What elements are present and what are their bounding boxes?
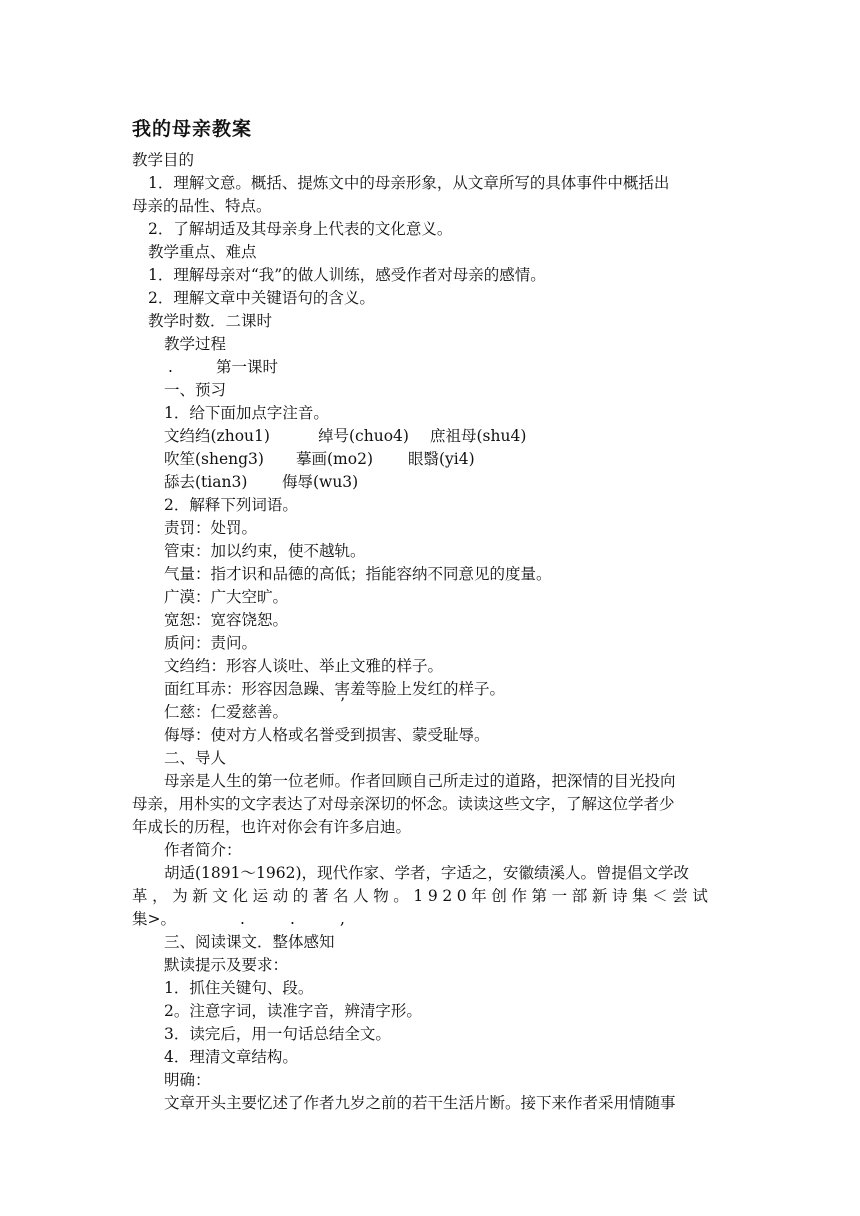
paragraph-line: 年成长的历程，也许对你会有许多启迪。	[132, 818, 412, 836]
paragraph-line: 母亲是人生的第一位老师。作者回顾自己所走过的道路，把深情的目光投向	[164, 772, 676, 790]
text-line: 明确：	[164, 1071, 211, 1089]
definition-item: 仁慈：仁爱慈善。	[164, 703, 289, 721]
text-line: 1．给下面加点字注音。	[164, 404, 329, 422]
section-heading-reading: 三、阅读课文．整体感知	[164, 933, 335, 951]
pinyin-item: 绰号(chuo4)	[318, 427, 409, 445]
definition-item: 广漠：广大空旷。	[164, 588, 289, 606]
section-heading-process: 教学过程	[164, 335, 227, 353]
definition-item: 责罚：处罚。	[164, 519, 258, 537]
pinyin-item: 侮辱(wu3)	[282, 473, 359, 491]
text-line: 2．理解文章中关键语句的含义。	[148, 289, 375, 307]
definition-item: 质问：责问。	[164, 634, 258, 652]
text-line: 母亲的品性、特点。	[132, 197, 272, 215]
text-line: 1．理解母亲对“我”的做人训练，感受作者对母亲的感情。	[148, 266, 546, 284]
list-item: 4．理清文章结构。	[164, 1048, 298, 1066]
paragraph-line: 胡适(1891～1962)，现代作家、学者，字适之，安徽绩溪人。曾提倡文学改	[164, 864, 689, 882]
definition-item: 侮辱：使对方人格或名誉受到损害、蒙受耻辱。	[164, 726, 490, 744]
pinyin-item: 庶祖母(shu4)	[430, 427, 527, 445]
stray-mark: .	[290, 910, 295, 928]
section-heading-objectives: 教学目的	[132, 151, 195, 169]
text-line: 2．了解胡适及其母亲身上代表的文化意义。	[148, 220, 453, 238]
list-item: 2。注意字词，读准字音，辨清字形。	[164, 1002, 422, 1020]
section-heading-author: 作者简介：	[164, 841, 242, 859]
pinyin-item: 文绉绉(zhou1)	[164, 427, 270, 445]
definition-item: 文绉绉：形容人谈吐、举止文雅的样子。	[164, 657, 444, 675]
section-heading-preview: 一、预习	[164, 381, 227, 399]
paragraph-line: 文章开头主要忆述了作者九岁之前的若干生活片断。接下来作者采用情随事	[164, 1094, 676, 1112]
section-heading-key-points: 教学重点、难点	[148, 243, 257, 261]
stray-mark: ’	[340, 695, 345, 713]
paragraph-line: 集>。	[132, 910, 176, 928]
text-line: 教学时数．二课时	[148, 312, 273, 330]
pinyin-item: 眼翳(yi4)	[408, 450, 475, 468]
stray-mark: .	[240, 910, 245, 928]
pinyin-item: 吹笙(sheng3)	[164, 450, 264, 468]
lesson-heading: 第一课时	[216, 358, 279, 376]
list-item: 1．抓住关键句、段。	[164, 979, 314, 997]
section-heading-intro: 二、导人	[164, 749, 227, 767]
pinyin-item: 舔去(tian3)	[164, 473, 248, 491]
text-line: 默读提示及要求：	[164, 956, 289, 974]
definition-item: 宽恕：宽容饶恕。	[164, 611, 289, 629]
paragraph-line: 母亲，用朴实的文字表达了对母亲深切的怀念。读读这些文字，了解这位学者少	[132, 795, 675, 813]
text-line: 2．解释下列词语。	[164, 496, 298, 514]
definition-item: 气量：指才识和品德的高低；指能容纳不同意见的度量。	[164, 565, 552, 583]
document-title: 我的母亲教案	[132, 118, 253, 140]
definition-item: 管束：加以约束，使不越轨。	[164, 542, 366, 560]
definition-item: 面红耳赤：形容因急躁、害羞等脸上发红的样子。	[164, 680, 506, 698]
text-line: 1．理解文意。概括、提炼文中的母亲形象，从文章所写的具体事件中概括出	[148, 174, 670, 192]
list-item: 3．读完后，用一句话总结全文。	[164, 1025, 391, 1043]
paragraph-line: 革，为新文化运动的著名人物。1920年创作第一部新诗集＜尝试	[132, 887, 713, 905]
stray-mark: ,	[340, 910, 345, 928]
pinyin-item: 摹画(mo2)	[296, 450, 373, 468]
bullet-dot: .	[168, 358, 173, 376]
